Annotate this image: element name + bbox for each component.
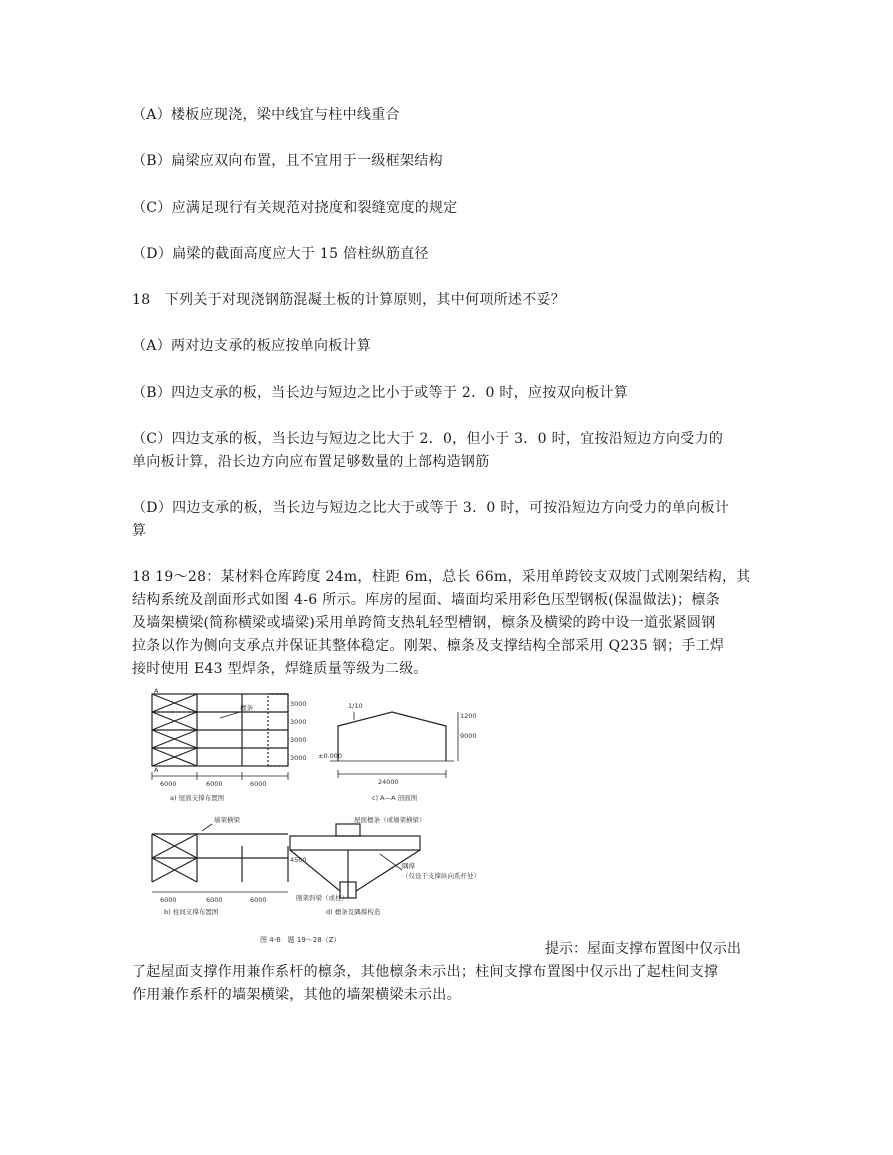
dim-9000: 9000 xyxy=(460,732,477,740)
dim-6000-1: 6000 xyxy=(160,780,177,788)
section-mark-a-bottom: A xyxy=(154,766,159,774)
figure-4-6 xyxy=(140,686,535,950)
knee-brace-detail xyxy=(290,824,420,898)
elev-label: ±0.000 xyxy=(318,752,343,760)
dim-3000-4: 3000 xyxy=(290,754,307,762)
dim-6000-4: 6000 xyxy=(160,896,177,904)
q18-option-d-line1: （D）四边支承的板，当长边与短边之比大于或等于 3．0 时，可按沿短边方向受力的单向板计 xyxy=(132,500,730,516)
q17-option-c: （C）应满足现行有关规范对挠度和裂缝宽度的规定 xyxy=(132,200,458,216)
q17-option-a: （A）楼板应现浇，梁中线宜与柱中线重合 xyxy=(132,107,400,123)
caption-c: c) A—A 剖面图 xyxy=(372,794,418,802)
wall-beam-label: 墙架横梁 xyxy=(214,816,240,824)
q18-option-b: （B）四边支承的板，当长边与短边之比小于或等于 2．0 时，应按双向板计算 xyxy=(132,385,629,401)
slope-label: 1/10 xyxy=(348,702,363,710)
dim-3000-2: 3000 xyxy=(290,718,307,726)
q19-28-line5: 接时使用 E43 型焊条，焊缝质量等级为二级。 xyxy=(132,661,428,677)
q19-28-line1: 18 19～28：某材料仓库跨度 24m，柱距 6m，总长 66m，采用单跨铰支双坡门式刚架结构，其 xyxy=(132,569,751,585)
hint-line3: 作用兼作系杆的墙架横梁，其他的墙架横梁未示出。 xyxy=(132,987,461,1003)
dim-6000-2: 6000 xyxy=(206,780,223,788)
dim-4500: 4500 xyxy=(290,856,307,864)
dim-24000: 24000 xyxy=(378,778,399,786)
hint-line2: 了起屋面支撑作用兼作系杆的檩条，其他檩条未示出；柱间支撑布置图中仅示出了起柱间支撑 xyxy=(132,964,719,980)
q19-28-line4: 拉条以作为侧向支承点并保证其整体稳定。刚架、檩条及支撑结构全部采用 Q235 钢；手工焊 xyxy=(132,638,725,654)
caption-b: b) 柱间支撑布置图 xyxy=(164,908,219,916)
d-label-note: （仅设于支撑纵向系杆处） xyxy=(402,872,480,880)
column-bracing-plan xyxy=(152,824,288,892)
q18-option-c-line1: （C）四边支承的板，当长边与短边之比大于 2．0，但小于 3．0 时，宜按沿短边方向受力的 xyxy=(132,431,724,447)
roof-bracing-plan xyxy=(152,694,288,780)
dim-3000-3: 3000 xyxy=(290,736,307,744)
q18-option-d-line2: 算 xyxy=(132,523,147,539)
dim-1200: 1200 xyxy=(460,712,477,720)
q19-28-line2: 结构系统及剖面形式如图 4-6 所示。库房的屋面、墙面均采用彩色压型钢板(保温做法)；檩条 xyxy=(132,592,720,608)
d-label-brace: 隅撑 xyxy=(402,862,415,870)
q19-28-line3: 及墙架横梁(简称横梁或墙梁)采用单跨简支热轧轻型槽钢，檩条及横梁的跨中设一道张紧圆钢 xyxy=(132,615,716,631)
q17-option-b: （B）扁梁应双向布置，且不宜用于一级框架结构 xyxy=(132,153,443,169)
d-label-top: 屋面檩条（或墙架横梁） xyxy=(354,816,426,824)
q18-stem: 18 下列关于对现浇钢筋混凝土板的计算原则，其中何项所述不妥？ xyxy=(132,292,566,308)
dim-3000-1: 3000 xyxy=(290,700,307,708)
section-mark-a-top: A xyxy=(154,687,159,695)
d-label-beam: 刚架斜梁（或柱） xyxy=(296,894,348,902)
hint-line1: 提示：屋面支撑布置图中仅示出 xyxy=(545,941,741,957)
caption-a: a) 屋面支撑布置图 xyxy=(170,794,225,802)
q18-option-a: （A）两对边支承的板应按单向板计算 xyxy=(132,338,372,354)
dim-6000-5: 6000 xyxy=(206,896,223,904)
caption-d: d) 檩条及隅撑构造 xyxy=(326,908,381,916)
q18-option-c-line2: 单向板计算，沿长边方向应布置足够数量的上部构造钢筋 xyxy=(132,454,490,470)
dim-6000-3: 6000 xyxy=(250,780,267,788)
figure-caption: 图 4-6 题 19～28（Z） xyxy=(260,936,341,944)
section-a-a xyxy=(330,712,458,778)
purlin-label: 檩条 xyxy=(240,704,253,712)
dim-6000-6: 6000 xyxy=(250,896,267,904)
q17-option-d: （D）扁梁的截面高度应大于 15 倍柱纵筋直径 xyxy=(132,246,429,262)
